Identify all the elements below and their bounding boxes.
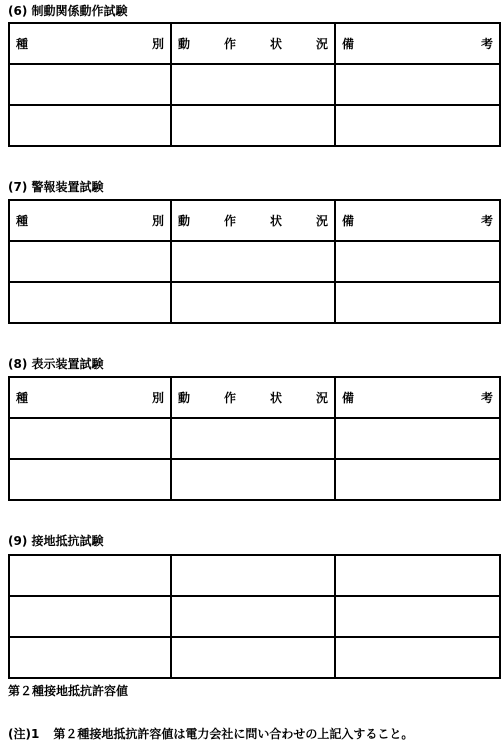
section-title-display-test: (8) 表示装置試験 — [8, 357, 104, 371]
remarks-input-cell[interactable] — [335, 282, 500, 323]
type-input-cell[interactable] — [9, 459, 171, 500]
type-input-cell[interactable] — [9, 105, 171, 146]
remarks-input-cell[interactable] — [335, 459, 500, 500]
footnote-prefix: (注)1 — [8, 727, 40, 741]
table-row — [9, 241, 500, 282]
status-input-cell[interactable] — [171, 459, 335, 500]
status-input-cell[interactable] — [171, 282, 335, 323]
ground-input-cell[interactable] — [335, 596, 500, 637]
section-title-alarm-test: (7) 警報装置試験 — [8, 180, 104, 194]
display-test-table — [8, 376, 501, 501]
ground-input-cell[interactable] — [171, 555, 335, 596]
header-operation-status-cell: 動 作 状 況 — [171, 377, 335, 418]
table-row — [9, 282, 500, 323]
ground-resistance-label: 第２種接地抵抗許容値 — [8, 684, 129, 698]
status-input-cell[interactable] — [171, 418, 335, 459]
status-input-cell[interactable] — [171, 241, 335, 282]
table-row — [9, 105, 500, 146]
section-title-braking-test: (6) 制動関係動作試験 — [8, 4, 128, 18]
remarks-input-cell[interactable] — [335, 241, 500, 282]
status-input-cell[interactable] — [171, 64, 335, 105]
ground-input-cell[interactable] — [171, 637, 335, 678]
header-operation-status-cell: 動 作 状 況 — [171, 23, 335, 64]
table-row — [9, 637, 500, 678]
alarm-test-table — [8, 199, 501, 324]
ground-input-cell[interactable] — [9, 596, 171, 637]
section-title-ground-resistance-test: (9) 接地抵抗試験 — [8, 534, 104, 548]
ground-input-cell[interactable] — [335, 555, 500, 596]
header-type-cell: 種 別 — [9, 377, 171, 418]
remarks-input-cell[interactable] — [335, 418, 500, 459]
table-header-row — [9, 23, 500, 64]
header-operation-status-cell: 動 作 状 況 — [171, 200, 335, 241]
header-type-cell: 種 別 — [9, 23, 171, 64]
ground-input-cell[interactable] — [9, 637, 171, 678]
table-row — [9, 555, 500, 596]
table-row — [9, 596, 500, 637]
type-input-cell[interactable] — [9, 64, 171, 105]
ground-input-cell[interactable] — [171, 596, 335, 637]
ground-input-cell[interactable] — [335, 637, 500, 678]
ground-resistance-table — [8, 554, 501, 679]
type-input-cell[interactable] — [9, 418, 171, 459]
header-type-cell: 種 別 — [9, 200, 171, 241]
footnote — [8, 727, 413, 741]
type-input-cell[interactable] — [9, 241, 171, 282]
footnote-text: 第２種接地抵抗許容値は電力会社に問い合わせの上記入すること。 — [53, 727, 414, 741]
braking-test-table — [8, 22, 501, 147]
table-row — [9, 64, 500, 105]
header-remarks-cell: 備 考 — [335, 23, 500, 64]
header-remarks-cell: 備 考 — [335, 377, 500, 418]
remarks-input-cell[interactable] — [335, 105, 500, 146]
ground-input-cell[interactable] — [9, 555, 171, 596]
remarks-input-cell[interactable] — [335, 64, 500, 105]
table-row — [9, 418, 500, 459]
table-header-row — [9, 200, 500, 241]
table-row — [9, 459, 500, 500]
header-remarks-cell: 備 考 — [335, 200, 500, 241]
type-input-cell[interactable] — [9, 282, 171, 323]
table-header-row — [9, 377, 500, 418]
status-input-cell[interactable] — [171, 105, 335, 146]
